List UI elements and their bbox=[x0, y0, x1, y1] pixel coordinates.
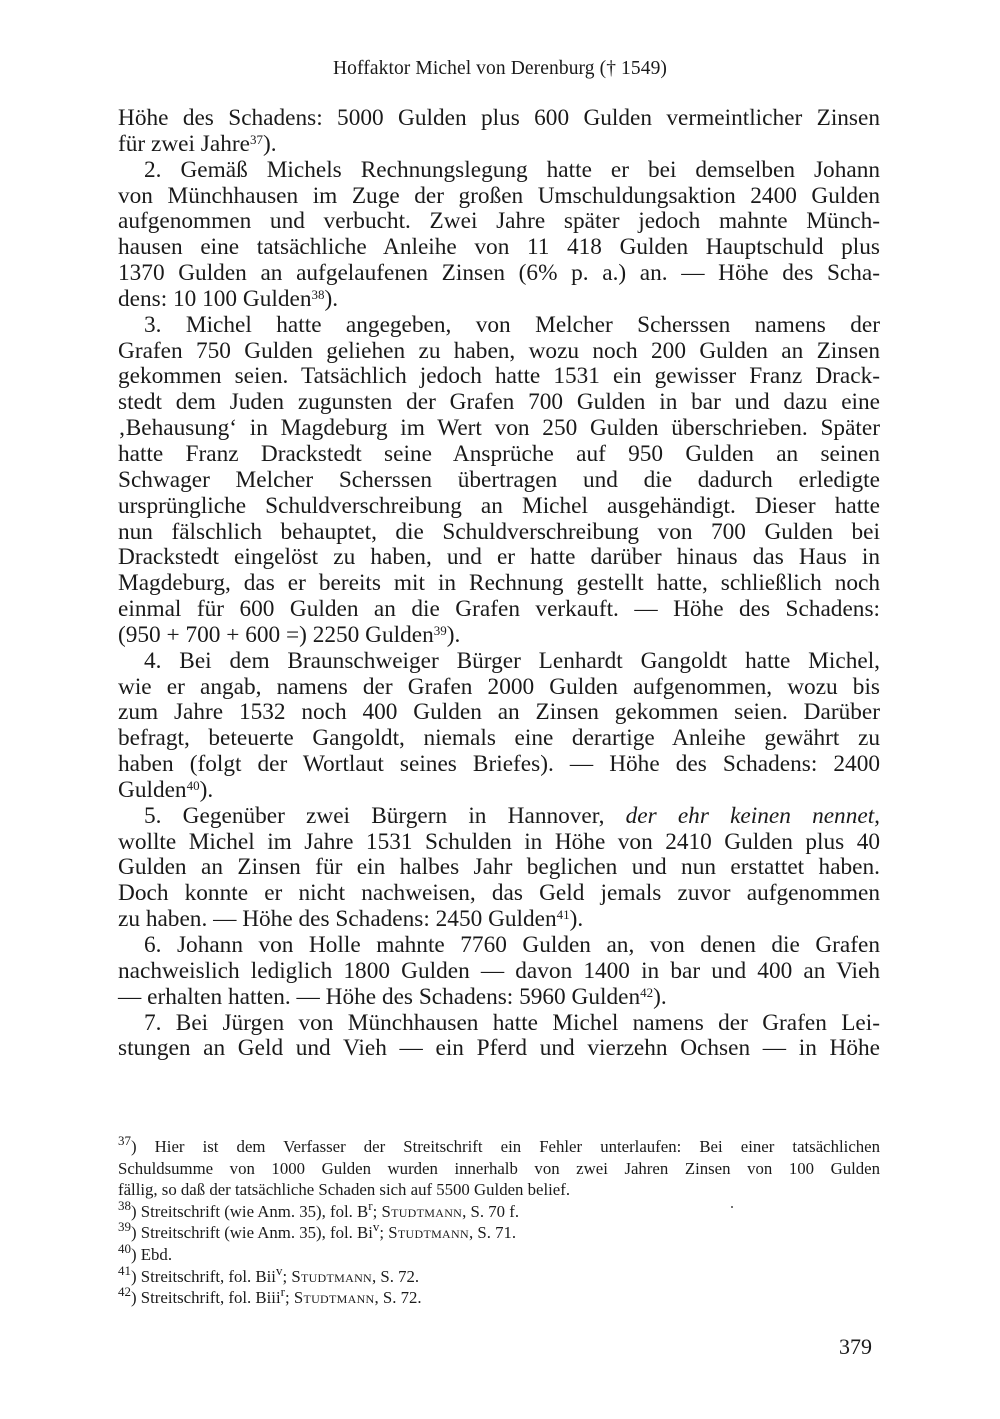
text-line: wie er angab, namens der Grafen 2000 Gulden aufgenommen, wozu bis bbox=[118, 673, 880, 700]
text-line: nun fälschlich behauptet, die Schuldverschreibung von 700 Gulden bei bbox=[118, 518, 880, 545]
footnote-text: , S. 71. bbox=[468, 1223, 517, 1243]
footnote-ref-38[interactable]: 38 bbox=[311, 286, 325, 302]
folio-side-mark: v bbox=[372, 1219, 380, 1235]
footnote-text: ) Streitschrift (wie Anm. 35), fol. Bi bbox=[131, 1223, 373, 1243]
footnotes bbox=[118, 1133, 880, 1309]
text-line: nachweislich lediglich 1800 Gulden — davon 1400 in bar und 400 an Vieh bbox=[118, 957, 880, 984]
text-span: ). bbox=[199, 776, 214, 803]
text-line: ursprüngliche Schuldverschreibung an Michel ausgehändigt. Dieser hatte bbox=[118, 492, 880, 519]
italic-quote: der ehr keinen nennet, bbox=[625, 802, 880, 829]
paragraph-3-start: 3. Michel hatte angegeben, von Melcher Scherssen namens der bbox=[144, 311, 880, 338]
footnote-text: ) Hier ist dem Verfasser der Streitschrift ein Fehler unterlaufen: Bei einer tatsächlichen bbox=[131, 1137, 880, 1156]
footnote-text: ) Streitschrift (wie Anm. 35), fol. B bbox=[131, 1201, 369, 1221]
footnote-text: ) Streitschrift, fol. Bii bbox=[131, 1266, 276, 1286]
text-line: haben (folgt der Wortlaut seines Briefes). — Höhe des Schadens: 2400 bbox=[118, 751, 880, 778]
footnote-ref-42[interactable]: 42 bbox=[640, 984, 654, 1000]
footnote-mark: 40 bbox=[118, 1240, 131, 1256]
footnote-text-line: fällig, so daß der tatsächliche Schaden sich auf 5500 Gulden belief. bbox=[118, 1180, 571, 1200]
text-line: ‚Behausung‘ in Magdeburg im Wert von 250 Gulden überschrieben. Später bbox=[118, 415, 880, 442]
text-span: für zwei Jahre bbox=[118, 130, 250, 157]
footnote-text: ; bbox=[372, 1201, 382, 1221]
footnote-mark: 38 bbox=[118, 1197, 131, 1213]
body-text bbox=[118, 106, 880, 1062]
footnote-mark: 37 bbox=[118, 1133, 131, 1148]
text-span: dens: 10 100 Gulden bbox=[118, 285, 312, 312]
footnote-text: , S. 70 f. bbox=[462, 1201, 520, 1221]
text-line bbox=[118, 287, 880, 313]
text-line: befragt, beteuerte Gangoldt, niemals eine derartige Anleihe gewährt zu bbox=[118, 725, 880, 752]
folio-side-mark: r bbox=[280, 1284, 285, 1300]
text-line: Magdeburg, das er bereits mit in Rechnung gestellt hatte, schließlich noch bbox=[118, 570, 880, 597]
text-line bbox=[118, 985, 880, 1011]
text-line: Gulden an Zinsen für ein halbes Jahr beglichen und nun erstattet haben. bbox=[118, 854, 880, 881]
text-span: (950 + 700 + 600 =) 2250 Gulden bbox=[118, 621, 434, 648]
text-line bbox=[118, 907, 880, 933]
footnote-38 bbox=[118, 1197, 880, 1223]
footnote-mark: 39 bbox=[118, 1219, 131, 1235]
text-span: ). bbox=[262, 130, 277, 157]
footnote-ref-37[interactable]: 37 bbox=[249, 131, 263, 147]
footnote-text: ; bbox=[379, 1223, 389, 1243]
text-line: gekommen seien. Tatsächlich jedoch hatte 1531 ein gewisser Franz Drack- bbox=[118, 363, 880, 390]
text-span: ). bbox=[324, 285, 339, 312]
footnote-ref-39[interactable]: 39 bbox=[433, 622, 447, 638]
author-name: Studtmann bbox=[381, 1201, 463, 1221]
footnote-text: ; bbox=[282, 1266, 292, 1286]
footnote-39 bbox=[118, 1219, 880, 1244]
footnote-text: ) Ebd. bbox=[131, 1244, 173, 1264]
footnote-text: , S. 72. bbox=[374, 1288, 422, 1308]
page-number: 379 bbox=[839, 1334, 872, 1359]
text-span: 5. Gegenüber zwei Bürgern in Hannover, bbox=[144, 802, 626, 829]
footnote-40 bbox=[118, 1240, 880, 1266]
text-line: Drackstedt eingelöst zu haben, und er hatte darüber hinaus das Haus in bbox=[118, 544, 880, 571]
text-line: einmal für 600 Gulden an die Grafen verkauft. — Höhe des Schadens: bbox=[118, 596, 880, 623]
text-line: 1370 Gulden an aufgelaufenen Zinsen (6% p. a.) an. — Höhe des Scha- bbox=[118, 260, 880, 287]
text-line: Grafen 750 Gulden geliehen zu haben, wozu noch 200 Gulden an Zinsen bbox=[118, 337, 880, 364]
paragraph-4-start: 4. Bei dem Braunschweiger Bürger Lenhardt Gangoldt hatte Michel, bbox=[144, 647, 880, 674]
text-line: Schwager Melcher Scherssen übertragen und die dadurch erledigte bbox=[118, 466, 880, 493]
paragraph-7-start: 7. Bei Jürgen von Münchhausen hatte Michel namens der Grafen Lei- bbox=[144, 1009, 880, 1036]
text-span: Gulden bbox=[118, 776, 187, 803]
running-header: Hoffaktor Michel von Derenburg († 1549) bbox=[332, 58, 668, 79]
footnote-text: ; bbox=[284, 1288, 294, 1308]
folio-side-mark: v bbox=[275, 1262, 283, 1278]
footnote-41 bbox=[118, 1262, 880, 1288]
paragraph-5-start bbox=[118, 804, 880, 830]
author-name: Studtmann bbox=[388, 1223, 469, 1243]
text-line: Höhe des Schadens: 5000 Gulden plus 600 Gulden vermeintlicher Zinsen bbox=[118, 105, 880, 131]
text-line: zum Jahre 1532 noch 400 Gulden an Zinsen gekommen seien. Darüber bbox=[118, 699, 880, 726]
text-span: ). bbox=[569, 906, 584, 933]
footnote-text-line: Schuldsumme von 1000 Gulden wurden innerhalb von zwei Jahren Zinsen von 100 Gulden bbox=[118, 1158, 880, 1178]
footnote-mark: 42 bbox=[118, 1284, 131, 1300]
text-line: Doch konnte er nicht nachweisen, das Geld jemals zuvor aufgenommen bbox=[118, 880, 880, 907]
text-line bbox=[118, 778, 880, 804]
text-line: hausen eine tatsächliche Anleihe von 11 418 Gulden Hauptschuld plus bbox=[118, 234, 880, 261]
print-speck bbox=[731, 1206, 733, 1208]
text-line: aufgenommen und verbucht. Zwei Jahre später jedoch mahnte Münch- bbox=[118, 208, 880, 235]
text-line: hatte Franz Drackstedt seine Ansprüche auf 950 Gulden an seinen bbox=[118, 440, 880, 467]
text-line: von Münchhausen im Zuge der großen Umschuldungsaktion 2400 Gulden bbox=[118, 182, 880, 209]
footnote-text: ) Streitschrift, fol. Biii bbox=[131, 1288, 281, 1308]
footnote-ref-40[interactable]: 40 bbox=[186, 777, 200, 793]
text-span: zu haben. — Höhe des Schadens: 2450 Gulden bbox=[118, 906, 557, 933]
text-line bbox=[118, 623, 880, 649]
text-line: wollte Michel im Jahre 1531 Schulden in Höhe von 2410 Gulden plus 40 bbox=[118, 828, 880, 855]
text-line: stedt dem Juden zugunsten der Grafen 700 Gulden in bar und dazu eine bbox=[118, 389, 880, 416]
footnote-text: , S. 72. bbox=[372, 1266, 420, 1286]
text-span: ). bbox=[653, 983, 667, 1010]
footnote-mark: 41 bbox=[118, 1262, 131, 1278]
text-line: stungen an Geld und Vieh — ein Pferd und vierzehn Ochsen — in Höhe bbox=[118, 1035, 880, 1062]
paragraph-2-start: 2. Gemäß Michels Rechnungslegung hatte er bei demselben Johann bbox=[144, 156, 880, 183]
author-name: Studtmann bbox=[293, 1288, 375, 1308]
footnote-42 bbox=[118, 1284, 880, 1309]
folio-side-mark: r bbox=[368, 1197, 373, 1213]
text-span: — erhalten hatten. — Höhe des Schadens: 5960 Gulden bbox=[118, 983, 641, 1010]
footnote-37 bbox=[118, 1133, 880, 1158]
footnote-ref-41[interactable]: 41 bbox=[556, 907, 570, 923]
paragraph-6-start: 6. Johann von Holle mahnte 7760 Gulden an, von denen die Grafen bbox=[144, 932, 880, 958]
author-name: Studtmann bbox=[291, 1266, 373, 1286]
text-line bbox=[118, 132, 880, 158]
text-span: ). bbox=[446, 621, 461, 648]
